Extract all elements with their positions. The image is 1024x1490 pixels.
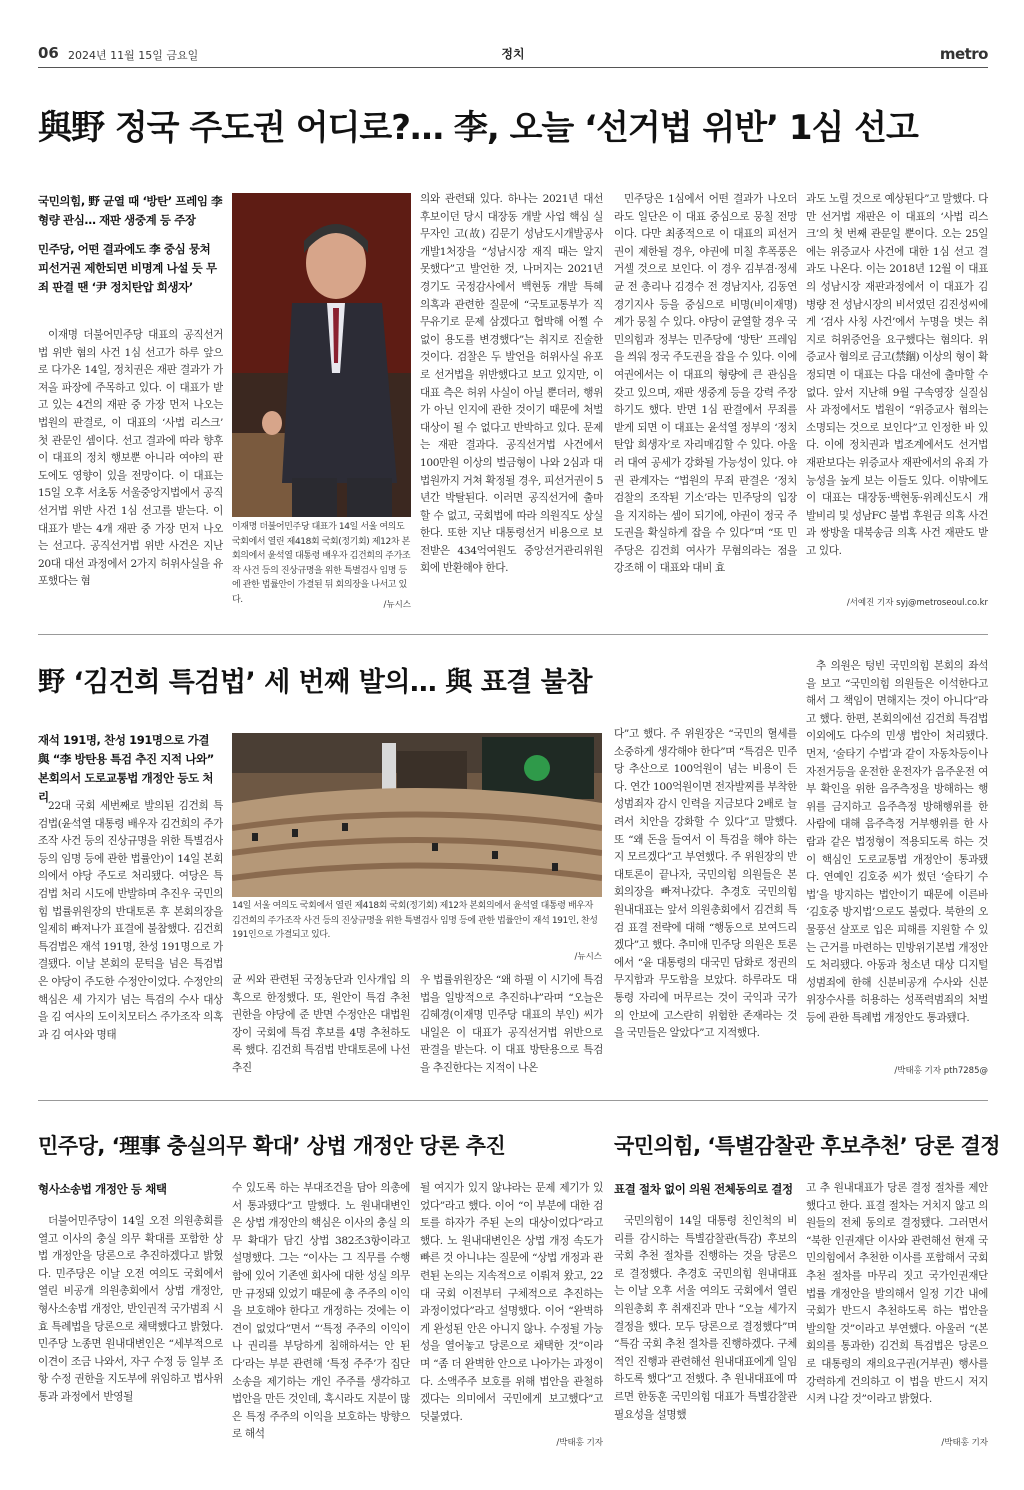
article2-subhead-2: 與 “李 방탄용 특검 추진 지적 나와” xyxy=(38,752,214,766)
article2-byline: /박태홍 기자 pth7285@ xyxy=(894,1066,988,1076)
article1-subhead-1: 국민의힘, 野 균열 때 ‘방탄’ 프레임 李 형량 관심… 재판 생중계 등 주장 xyxy=(38,194,223,227)
article4-headline: 국민의힘, ‘특별감찰관 후보추천’ 당론 결정 xyxy=(614,1134,1001,1158)
article3-body-col3: 될 여지가 있지 않냐라는 문제 제기가 있었다”라고 했다. 이어 “이 부분에 대한 검토를 하자가 주된 논의 대상이었다”라고 했다. 노 원내대변인은 상법 개정 속도가 빠른 것 아니냐는 질문에 “상법 개정과 관련된 논의는 지속적으로 이뤄져 왔고, 22대 국회 이전부터 구체적으로 추진하는 과정이었다”라고 설명했다. 이어 “완벽하게 완성된 안은 아니지 않나. 수정될 가능성을 열어놓고 당론으로 채택한 것”이라며 “좀 더 완벽한 안으로 나아가는 과정이다. 소액주주 보호를 위해 법안을 관철하겠다는 의미에서 국민에게 보고했다”고 덧붙였다. xyxy=(420,1182,603,1423)
photo-illustration xyxy=(232,193,411,517)
lee-jae-myung-photo xyxy=(232,193,411,517)
article4-body-col2: 고 추 원내대표가 당론 결정 절차를 제안했다고 한다. 표결 절차는 거치지 않고 의원들의 전체 동의로 결정됐다. 그러면서 “북한 인권재단 이사와 관련해선 현재 국민의힘에서 추천한 이사를 포함해서 국회 추천 절차를 마무리 짓고 국가인권재단 법률 개정안을 발의해서 일정 기간 내에 국회가 반드시 추천하도록 하는 법안을 발의할 것”이라고 부연했다. 아울러 “(본회의를 통과한) 김건희 특검법은 당론으로 대통령의 재의요구권(거부권) 행사를 강력하게 건의하고 이 법을 반드시 저지시켜 나갈 것”이라고 밝혔다. xyxy=(806,1182,988,1406)
article1-byline: /서예진 기자 syj@metroseoul.co.kr xyxy=(846,598,988,608)
page-header xyxy=(38,44,988,68)
article1-body-col1: 이재명 더불어민주당 대표의 공직선거법 위반 혐의 사건 1심 선고가 하루 앞으로 다가온 14일, 정치권은 재판 결과가 가져올 파장에 주목하고 있다. 이 대표가 받고 있는 4건의 재판 중 가장 먼저 나오는 법원의 판결로, 이 대표의 ‘사법 리스크’ 첫 관문인 셈이다. 선고 결과에 따라 향후 이 대표의 정치 행보뿐 아니라 여야의 판도에도 영향이 있을 전망이다. 이 대표는 15일 오후 서초동 서울중앙지법에서 공직선거법 위반 사건 1심 선고를 받는다. 이 대표가 받는 4개 재판 중 가장 먼저 나오는 선고다. 공직선거법 위반 사건은 지난 20대 대선 과정에서 2가지 허위사실을 유포했다는 혐 xyxy=(38,329,223,588)
article1-body-col5: 과도 노릴 것으로 예상된다”고 말했다. 다만 선거법 재판은 이 대표의 ‘사법 리스크’의 첫 번째 관문일 뿐이다. 오는 25일에는 위증교사 사건에 대한 1심 선고 결과도 나온다. 이는 2018년 12월 이 대표의 성남시장 재판과정에서 이 대표가 김병량 전 성남시장의 비서였던 김진성씨에게 ‘검사 사칭 사건’에서 누명을 벗는 취지로 허위증언을 요구했다는 혐의다. 위증교사 혐의로 금고(禁錮) 이상의 형이 확정되면 이 대표는 다음 대선에 출마할 수 없다. 앞서 지난해 9월 구속영장 실질심사 과정에서도 법원이 “위증교사 혐의는 소명되는 것으로 보인다”고 인정한 바 있다. 이에 정치권과 법조계에서도 선거법 재판보다는 위증교사 재판에서의 유죄 가능성을 높게 보는 이들도 있다. 이밖에도 이 대표는 대장동·백현동·위례신도시 개발비리 및 성남FC 불법 후원금 의혹 사건과 쌍방울 대북송금 의혹 사건 재판도 받고 있다. xyxy=(806,193,988,557)
article3-subhead: 형사소송법 개정안 등 채택 xyxy=(38,1182,167,1196)
article4-subhead: 표결 절차 없이 의원 전체동의로 결정 xyxy=(614,1182,793,1196)
article2-body-col3: 우 법률위원장은 “왜 하필 이 시기에 특검법을 일방적으로 추진하냐”라며 “오늘은 김혜경(이재명 민주당 대표의 부인) 씨가 내일은 이 대표가 공직선거법 위반으로 판결을 받는다. 이 대표 방탄용으로 특검을 추진한다는 지적이 나온 xyxy=(420,974,603,1074)
page-number: 06 xyxy=(38,44,59,62)
article1-headline: 與野 정국 주도권 어디로?… 李, 오늘 ‘선거법 위반’ 1심 선고 xyxy=(38,108,918,148)
article2-subhead-1: 재석 191명, 찬성 191명으로 가결 xyxy=(38,733,210,747)
section-divider-1 xyxy=(38,634,988,635)
article2-headline: 野 ‘김건희 특검법’ 세 번째 발의… 與 표결 불참 xyxy=(38,667,592,698)
photo2-credit: /뉴시스 xyxy=(574,952,602,962)
article2-body-col2: 균 씨와 관련된 국정농단과 인사개입 의혹으로 한정했다. 또, 원안이 특검 추천 권한을 야당에 준 반면 수정안은 대법원장이 국회에 특검 후보를 4명 추천하도록 했다. 김건희 특검법 반대토론에 나선 추진 xyxy=(232,974,410,1074)
article3-body-col2: 수 있도록 하는 부대조건을 담아 의총에서 통과됐다”고 말했다. 노 원내대변인은 상법 개정안의 핵심은 이사의 충실 의무 확대가 담긴 상법 382조3항이라고 설명했다. 그는 “이사는 그 직무를 수행함에 있어 기존엔 회사에 대한 성실 의무만 규정돼 있었기 때문에 총 주주의 이익을 보호해야 한다고 개정하는 것에는 이견이 없었다”면서 “‘특정 주주의 이익이나 권리를 부당하게 침해하셔는 안 된다’라는 부분 관련해 ‘특정 주주’가 집단 소송을 제기하는 개인 주주를 생각하고 법안을 만든 것인데, 혹시라도 지분이 많은 특정 주주의 이익을 보호하는 방향으로 해석 xyxy=(232,1182,410,1441)
article1-subhead-2: 민주당, 어떤 결과에도 李 중심 뭉쳐 피선거권 제한되면 비명계 나설 듯 무죄 판결 땐 ‘尹 정치탄압 희생자’ xyxy=(38,242,217,294)
article3-byline: /박태홍 기자 xyxy=(556,1438,603,1448)
article2-subhead-3: 본회의서 도로교통법 개정안 등도 처리 xyxy=(38,771,214,804)
metro-logo: metro xyxy=(939,45,988,63)
photo1-caption: 이재명 더불어민주당 대표가 14일 서울 여의도 국회에서 열린 제418회 국회(정기회) 제12차 본회의에서 윤석열 대통령 배우자 김건희의 주가조작 사건 등의 진상규명을 위한 특별검사 임명 등에 관한 법률안이 가결된 뒤 회의장을 나서고 있다. xyxy=(232,522,411,605)
assembly-illustration xyxy=(232,733,602,897)
article1-body-col4: 민주당은 1심에서 어떤 결과가 나오더라도 일단은 이 대표 중심으로 뭉칠 전망이다. 다만 최종적으로 이 대표의 피선거권이 제한될 경우, 야권에 미칠 후폭풍은 거셀 것으로 보인다. 이 경우 김부겸·정세균 전 총리나 김경수 전 경남지사, 김동연 경기지사 등을 중심으로 비명(비이재명)계가 뭉칠 수 있다. 야당이 균열할 경우 국민의힘과 정부는 민주당에 ‘방탄’ 프레임을 씌워 정국 주도권을 잡을 수 있다. 이에 여권에서는 이 대표의 형량에 큰 관심을 갖고 있으며, 재판 생중계 등을 강력 주장하기도 했다. 반면 1심 판결에서 무죄를 받게 되면 이 대표는 윤석열 정부의 ‘정치 탄압 희생자’로 자리매김할 수 있다. 아울러 대여 공세가 강화될 가능성이 있다. 야권 관계자는 “법원의 무죄 판결은 ‘정치 검찰의 조작된 기소’라는 민주당의 입장을 지지하는 셈이 되기에, 야권이 정국 주도권을 확실하게 잡을 수 있다”며 “또 민주당은 김건희 여사가 무혐의라는 점을 강조해 이 대표와 대비 효 xyxy=(614,193,797,575)
article3-body-col1: 더불어민주당이 14일 오전 의원총회를 열고 이사의 충실 의무 확대를 포함한 상법 개정안을 당론으로 추진하겠다고 밝혔다. 민주당은 이날 오전 여의도 국회에서 열린 비공개 의원총회에서 상법 개정안, 형사소송법 개정안, 반인권적 국가범죄 시효 특례법을 당론으로 채택했다고 밝혔다. 민주당 노종면 원내대변인은 “세부적으로 이견이 조금 나와서, 자구 수정 등 일부 조항 수정 권한을 지도부에 위임하고 법사위 통과 과정에서 반영될 xyxy=(38,1215,223,1403)
national-assembly-photo xyxy=(232,733,602,897)
section-divider-2 xyxy=(38,1100,988,1101)
photo2-caption: 14일 서울 여의도 국회에서 열린 제418회 국회(정기회) 제12차 본회의에서 윤석열 대통령 배우자 김건희의 주가조작 사건 등의 진상규명을 위한 특별검사 임명 등에 관한 법률안이 재석 191인, 찬성 191인으로 가결되고 있다. xyxy=(232,901,598,940)
article1-body-col3: 의와 관련돼 있다. 하나는 2021년 대선 후보이던 당시 대장동 개발 사업 핵심 실무자인 고(故) 김문기 성남도시개발공사 개발1처장을 “성남시장 재직 때는 알지 못했다”고 발언한 것, 나머지는 2021년 경기도 국정감사에서 백현동 개발 특혜 의혹과 관련한 질문에 “국토교통부가 직무유기로 문제 삼겠다고 협박해 어쩔 수 없이 용도를 변경했다”는 취지로 진술한 것이다. 검찰은 두 발언을 허위사실 유포로 선거법을 위반했다고 보고 있지만, 이 대표 측은 허위 사실이 아닐 뿐더러, 행위가 아닌 인지에 관한 것이기 때문에 처벌 대상이 될 수 없다고 반박하고 있다. 문제는 재판 결과다. 공직선거법 사건에서 100만원 이상의 벌금형이 나와 2심과 대법원까지 거쳐 확정될 경우, 피선거권이 5년간 박탈된다. 이러면 공직선거에 출마할 수 없고, 국회법에 따라 의원직도 상실한다. 또한 지난 대통령선거 비용으로 보전받은 434억여원도 중앙선거관리위원회에 반환해야 한다. xyxy=(420,193,603,575)
article2-body-col5: 추 의원은 텅빈 국민의힘 본회의 좌석을 보고 “국민의힘 의원들은 이석한다고 해서 그 책임이 면해지는 것이 아니다”라고 했다. 한편, 본회의에선 김건희 특검법 이외에도 다수의 민생 법안이 처리됐다. 먼저, ‘술타기 수법’과 같이 자동차등이나 자전거등을 운전한 운전자가 음주운전 여부 확인을 위한 음주측정을 방해하는 행위를 금지하고 음주측정 방해행위를 한 사람에 대해 음주측정 거부행위를 한 사람과 같은 법정형이 적용되도록 하는 것이 핵심인 도로교통법 개정안이 통과됐다. 연예인 김호중 씨가 썼던 ‘술타기 수법’을 방지하는 법안이기 때문에 이른바 ‘김호중 방지법’으로도 불렸다. 북한의 오물풍선 살포로 입은 피해를 지원할 수 있는 근거를 마련하는 민방위기본법 개정안도 처리됐다. 아동과 청소년 대상 디지털 성범죄에 한해 신분비공개 수사와 신분 위장수사를 허용하는 성폭력범죄의 처벌 등에 관한 특례법 개정안도 통과됐다. xyxy=(806,660,988,1024)
issue-date: 2024년 11월 15일 금요일 xyxy=(68,49,199,62)
article2-body-col4: 다”고 했다. 주 위원장은 “국민의 혈세를 소중하게 생각해야 한다”며 “특검은 민주당 추산으로 100억원이 넘는 비용이 든다. 연간 100억원이면 전자발찌를 부착한 성범죄자 감시 인력을 지금보다 2배로 늘려서 치안을 강화할 수 있다”고 말했다. 또 “왜 돈을 들여서 이 특검을 해야 하는지 모르겠다”고 부연했다. 주 위원장의 반대토론이 끝나자, 국민의힘 의원들은 본회의장을 빠져나갔다. 추경호 국민의힘 원내대표는 앞서 의원총회에서 김건희 특검 표결 전략에 대해 “행동으로 보여드리겠다”고 했다. 추미애 민주당 의원은 토론에서 “윤 대통령의 대국민 담화로 정권의 무지함과 무도함을 보았다. 하루라도 대통령 자리에 머무르는 것이 국익과 국가의 안보에 고스란히 위험한 존재라는 것을 국민들은 알았다”고 지적했다. xyxy=(614,728,797,1040)
article2-body-col1: 22대 국회 세번째로 발의된 김건희 특검법(윤석열 대통령 배우자 김건희의 주가조작 사건 등의 진상규명을 위한 특별검사 등의 임명 등에 관한 법률안)이 14일 본회의에서 야당 주도로 처리됐다. 여당은 특검법 처리 시도에 반발하며 추진우 국민의힘 법률위원장의 반대토론 후 본회의장을 일제히 빠져나가 표결에 불참했다. 김건희 특검법은 재석 191명, 찬성 191명으로 가결됐다. 이날 본회의 문턱을 넘은 특검법은 야당이 주도한 수정안이었다. 수정안의 핵심은 세 가지가 넘는 특검의 수사 대상을 김 여사의 도이치모터스 주가조작 의혹과 김 여사와 명태 xyxy=(38,800,223,1041)
photo1-credit: /뉴시스 xyxy=(383,600,411,610)
article4-byline: /박태홍 기자 xyxy=(941,1438,988,1448)
article4-body-col1: 국민의힘이 14일 대통령 친인척의 비리를 감시하는 특별감찰관(특감) 후보의 국회 추천 절차를 진행하는 것을 당론으로 결정했다. 추경호 국민의힘 원내대표는 이날 오후 서울 여의도 국회에서 열린 의원총회 후 취재진과 만나 “오늘 세가지 결정을 했다. 모두 당론으로 결정했다”며 “특감 국회 추천 절차를 진행하겠다. 구체적인 진행과 관련해선 원내대표에게 일임하도록 했다”고 전했다. 추 원내대표에 따르면 한동훈 국민의힘 대표가 특별감찰관 필요성을 설명했 xyxy=(614,1215,797,1421)
article3-headline: 민주당, ‘理事 충실의무 확대’ 상법 개정안 당론 추진 xyxy=(38,1134,506,1158)
section-name: 정치 xyxy=(501,47,525,61)
